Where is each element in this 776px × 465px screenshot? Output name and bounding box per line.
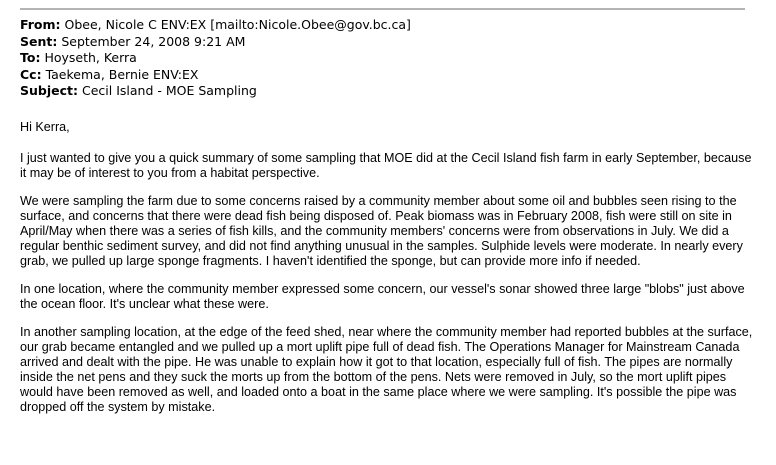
header-divider <box>20 8 745 10</box>
paragraph-mort-pipe: In another sampling location, at the edge of the feed shed, near where the community member had reported bubbles at the surface, our grab became entangled and we pulled up a mort uplift pipe full of dead fish. The Operations Manager for Mainstream Canada arrived and dealt with the pipe. He was unable to explain how it got to that location, especially full of fish. The pipes are normally inside the net pens and they suck the morts up from the bottom of the pens. Nets were removed in July, so the mort uplift pipes would have been removed as well, and loaded onto a boat in the same place where we were sampling. It's possible the pipe was dropped off the system by mistake. <box>20 325 753 414</box>
paragraph-summary: I just wanted to give you a quick summary of some sampling that MOE did at the Cecil Island fish farm in early September, because it may be of interest to you from a habitat perspective. <box>20 151 752 180</box>
sent-label: Sent: <box>20 33 58 49</box>
greeting: Hi Kerra, <box>20 120 70 134</box>
cc-label: Cc: <box>20 66 42 82</box>
from-label: From: <box>20 17 61 32</box>
to-value: Hoyseth, Kerra <box>44 50 137 65</box>
email-header <box>20 17 760 100</box>
cc-value: Taekema, Bernie ENV:EX <box>45 66 199 82</box>
subject-value: Cecil Island - MOE Sampling <box>81 83 257 98</box>
paragraph-sampling: We were sampling the farm due to some concerns raised by a community member about some oil and bubbles seen rising to the surface, and concerns that there were dead fish being disposed of. Peak biomass was in February 2008, fish were still on site in April/May when there was a series of fish kills, and the community members' concerns were from observations in July. We did a regular benthic sediment survey, and did not find anything unusual in the samples. Sulphide levels were moderate. In nearly every grab, we pulled up large sponge fragments. I haven't identified the sponge, but can provide more info if needed. <box>20 194 743 268</box>
from-value: Obee, Nicole C ENV:EX [mailto:Nicole.Obee@gov.bc.ca] <box>64 17 411 32</box>
sent-row <box>20 34 760 51</box>
paragraph-sonar: In one location, where the community member expressed some concern, our vessel's sonar showed three large "blobs" just above the ocean floor. It's unclear what these were. <box>20 282 745 311</box>
email-body <box>20 120 760 428</box>
to-label: To: <box>20 50 41 65</box>
cc-row <box>20 67 760 84</box>
to-row <box>20 50 760 67</box>
from-row <box>20 17 760 34</box>
sent-value: September 24, 2008 9:21 AM <box>61 33 246 49</box>
subject-label: Subject: <box>20 83 78 98</box>
subject-row <box>20 83 760 100</box>
